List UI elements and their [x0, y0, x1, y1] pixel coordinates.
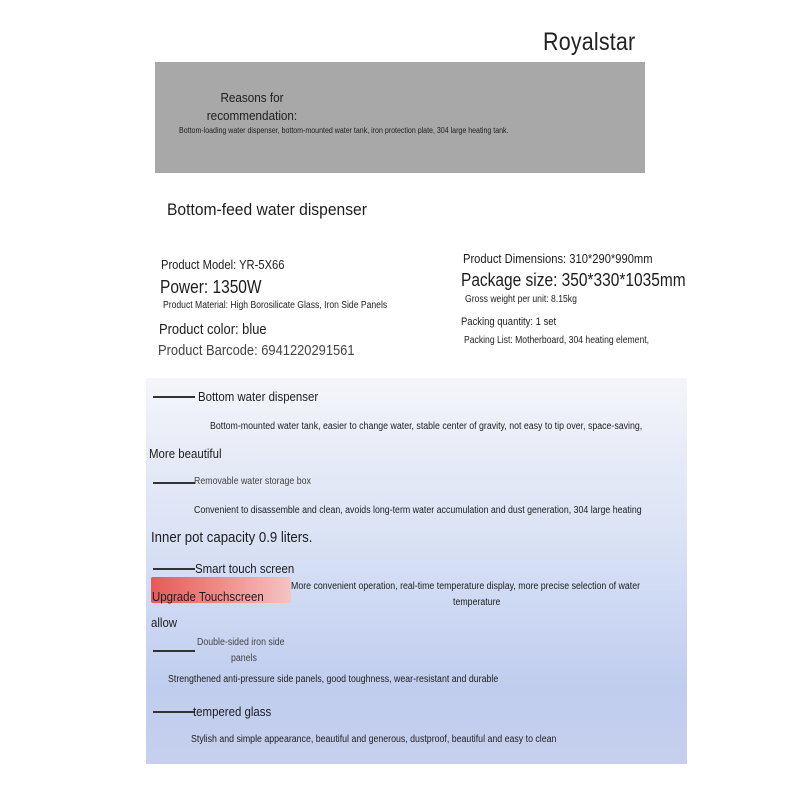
feature-2-text: Convenient to disassemble and clean, avoids long-term water accumulation and dust generation, 304 large heating — [194, 505, 642, 516]
recommendation-box — [155, 62, 645, 173]
feature-4-heading: Double-sided iron side — [197, 637, 285, 648]
feature-5-heading: tempered glass — [193, 704, 272, 719]
feature-3-heading: Smart touch screen — [195, 561, 295, 576]
feature-1-text-cont: More beautiful — [149, 446, 222, 461]
divider-line — [153, 482, 195, 484]
divider-line — [153, 711, 195, 713]
feature-2-text-cont: Inner pot capacity 0.9 liters. — [151, 529, 313, 546]
spec-material: Product Material: High Borosilicate Glass, Iron Side Panels — [163, 300, 388, 311]
spec-barcode: Product Barcode: 6941220291561 — [158, 342, 355, 359]
feature-3-text-cont: temperature — [453, 597, 501, 608]
feature-4-text: Strengthened anti-pressure side panels, good toughness, wear-resistant and durable — [168, 674, 499, 685]
spec-packing-quantity: Packing quantity: 1 set — [461, 316, 557, 328]
spec-power: Power: 1350W — [160, 277, 262, 297]
divider-line — [153, 396, 195, 398]
spec-packing-list: Packing List: Motherboard, 304 heating element, — [464, 335, 650, 346]
product-title: Bottom-feed water dispenser — [167, 200, 367, 219]
feature-1-heading: Bottom water dispenser — [198, 389, 319, 404]
divider-line — [153, 568, 195, 570]
recommendation-title: Reasons for recommendation: — [206, 90, 298, 123]
spec-gross-weight: Gross weight per unit: 8.15kg — [465, 294, 577, 305]
divider-line — [153, 650, 195, 652]
spec-dimensions: Product Dimensions: 310*290*990mm — [463, 251, 653, 266]
feature-3-side-label: Upgrade Touchscreen — [152, 589, 264, 604]
brand-logo-text: Royalstar — [543, 28, 636, 56]
feature-3-side-label-2: allow — [151, 615, 178, 630]
feature-2-heading: Removable water storage box — [194, 476, 311, 487]
recommendation-text: Bottom-loading water dispenser, bottom-mounted water tank, iron protection plate, 304 large heating tank. — [179, 126, 509, 135]
feature-3-text: More convenient operation, real-time temperature display, more precise selection of water — [291, 581, 641, 592]
spec-model: Product Model: YR-5X66 — [161, 257, 285, 272]
spec-package-size: Package size: 350*330*1035mm — [461, 270, 686, 290]
spec-color: Product color: blue — [159, 321, 267, 338]
feature-5-text: Stylish and simple appearance, beautiful and generous, dustproof, beautiful and easy to clean — [191, 734, 557, 745]
feature-1-text: Bottom-mounted water tank, easier to change water, stable center of gravity, not easy to tip over, space-saving, — [210, 421, 643, 432]
feature-4-heading-cont: panels — [231, 653, 257, 664]
